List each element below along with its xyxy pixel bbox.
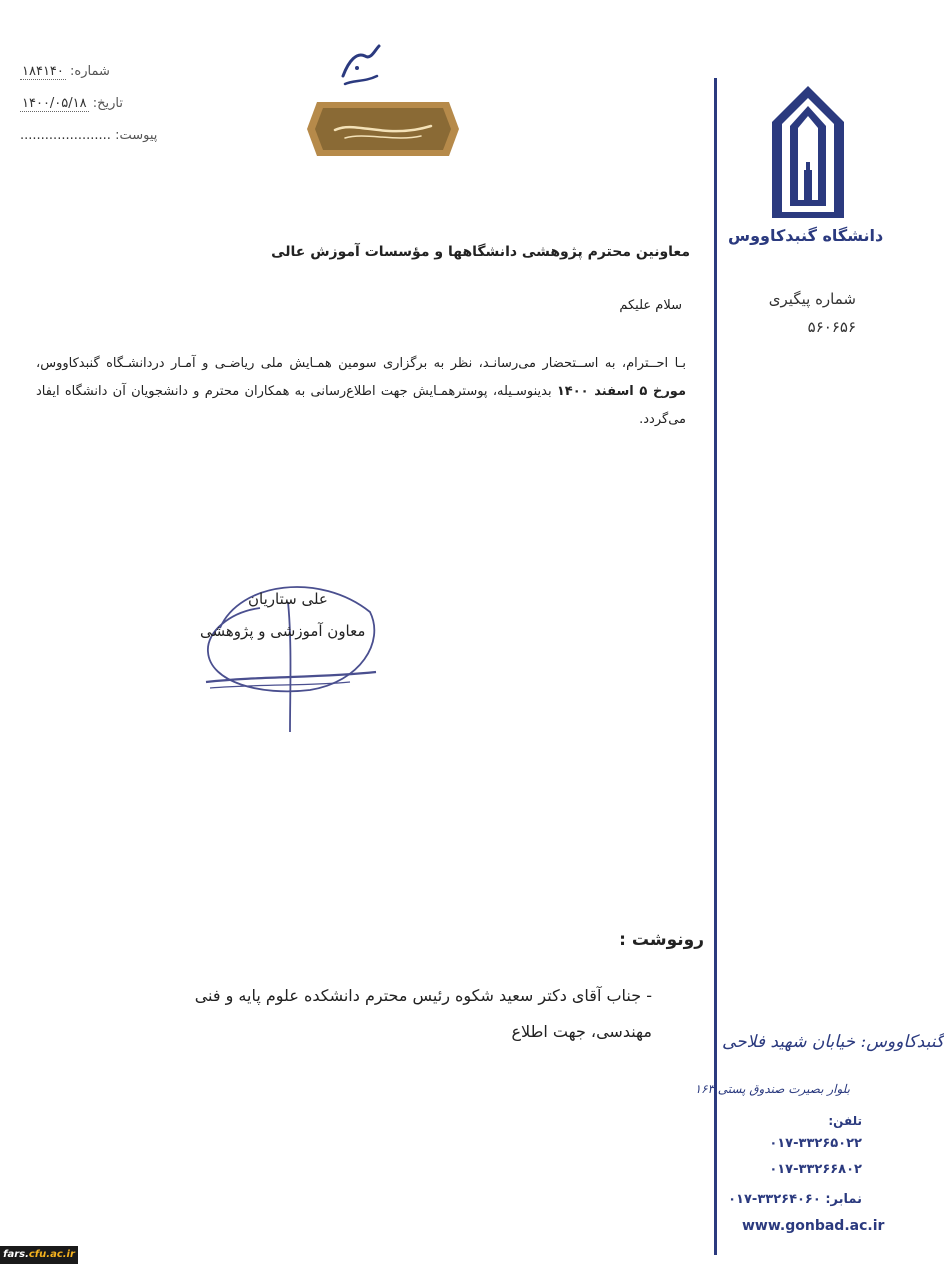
letter-date-row (20, 96, 123, 111)
bismillah-calligraphy (335, 40, 385, 90)
university-logo (770, 84, 846, 220)
phone-number-1: ۰۱۷-۳۳۲۶۵۰۲۲ (769, 1136, 862, 1151)
university-name: دانشگاه گنبدکاووس (728, 226, 884, 245)
cc-title: رونوشت : (619, 930, 704, 950)
letter-attachment-label: پیوست: (115, 128, 158, 143)
letter-body-part2: بدینوسـیله، پوسترهمـایش جهت اطلاع‌رسانی به همکاران محترم و دانشجویان آن دانشگاه ایفاد می‌گردد. (36, 384, 686, 427)
address-sub: بلوار بصیرت صندوق پستی ۱۶۳ (694, 1082, 850, 1096)
signatory-title: معاون آموزشی و پژوهشی (200, 622, 366, 640)
phone-number-2: ۰۱۷-۳۳۲۶۶۸۰۲ (769, 1162, 862, 1177)
slogan-banner (305, 100, 461, 158)
tracking-number: ۵۶۰۶۵۶ (807, 318, 856, 336)
letter-date-label: تاریخ: (92, 96, 124, 111)
letter-number-value: ۱۸۴۱۴۰ (22, 64, 64, 79)
letter-number-label: شماره: (70, 64, 110, 79)
fax-row (728, 1192, 862, 1207)
letter-attachment-value: ...................... (20, 128, 111, 143)
letter-date-value: ۱۴۰۰/۰۵/۱۸ (22, 96, 87, 111)
phone-label: تلفن: (828, 1114, 862, 1128)
fax-label: نمابر: (825, 1192, 862, 1207)
source-badge-suffix: cfu.ac.ir (28, 1249, 75, 1260)
source-badge-prefix: fars. (3, 1249, 29, 1260)
letter-body (36, 350, 686, 434)
address-main: گنبدکاووس: خیابان شهید فلاحی (722, 1032, 944, 1052)
slogan-banner-icon (305, 100, 461, 158)
letter-number-row (20, 64, 110, 79)
signatory-name: علی ستاریان (248, 590, 328, 608)
fax-number: ۰۱۷-۳۳۲۶۴۰۶۰ (728, 1192, 821, 1207)
cc-line-1: - جناب آقای دکتر سعید شکوه رئیس محترم دانشکده علوم پایه و فنی (194, 986, 652, 1005)
letter-body-date: مورخ ۵ اسفند ۱۴۰۰ (556, 384, 687, 399)
gonbad-tower-icon (770, 84, 846, 220)
tracking-label: شماره پیگیری (768, 290, 856, 308)
website-url: www.gonbad.ac.ir (742, 1218, 885, 1234)
calligraphy-icon (335, 40, 385, 90)
cc-line-2: مهندسی، جهت اطلاع (511, 1022, 652, 1041)
margin-divider (714, 78, 717, 1255)
recipient-line: معاونین محترم پژوهشی دانشگاهها و مؤسسات آموزش عالی (271, 244, 690, 260)
letter-attachment-row (20, 128, 157, 143)
letter-body-part1: بـا احــترام، به اســتحضار می‌رسانـد، نظر به برگزاری سومین همـایش ملی ریاضـی و آمـار دردانشـگاه گنبدکاووس، (36, 356, 686, 371)
source-badge (0, 1246, 78, 1264)
greeting: سلام علیکم (619, 298, 682, 313)
